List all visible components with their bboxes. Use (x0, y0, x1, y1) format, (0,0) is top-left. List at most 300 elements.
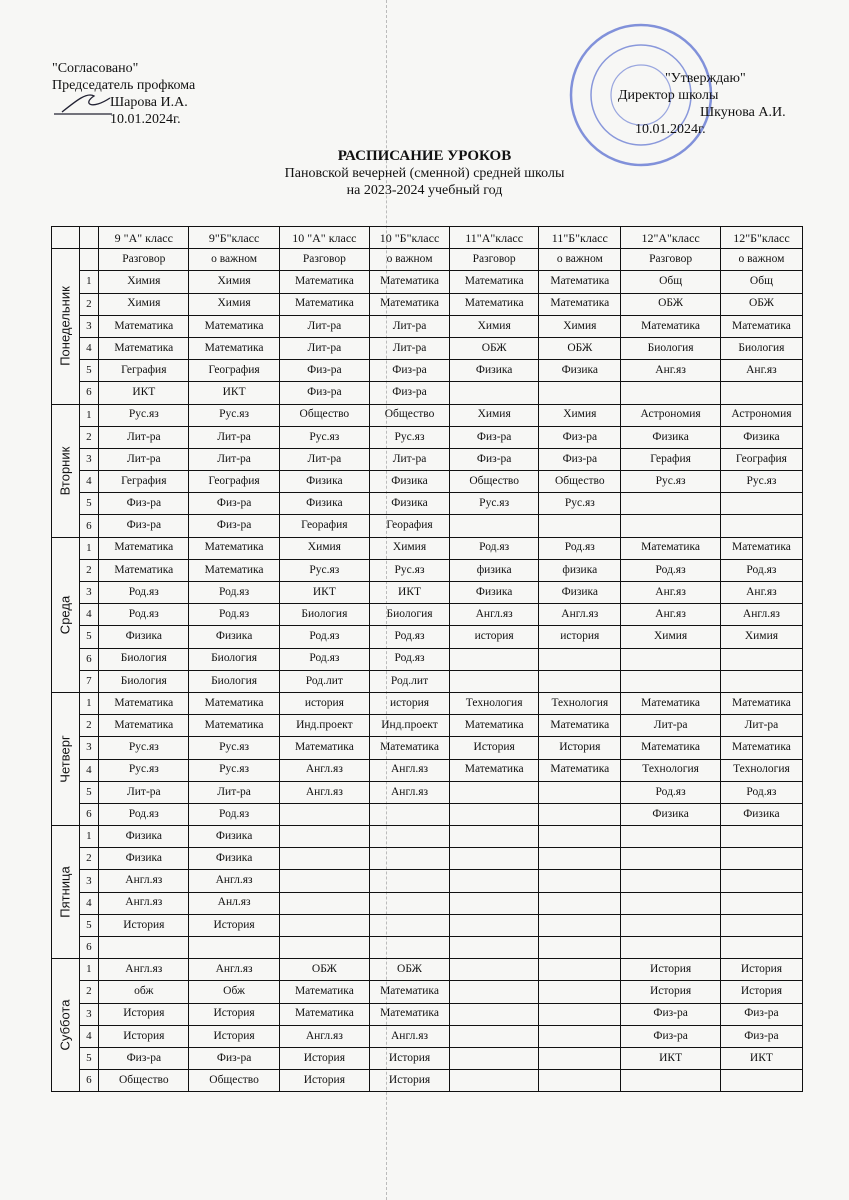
lesson-cell (720, 937, 802, 959)
lesson-cell: Математика (189, 692, 279, 714)
lesson-row (52, 1047, 803, 1069)
lesson-cell: Рус.яз (99, 404, 189, 426)
day-label (52, 826, 80, 959)
lesson-cell (279, 848, 369, 870)
lesson-cell: История (621, 959, 721, 981)
lesson-cell (621, 670, 721, 692)
lesson-cell: Физика (189, 826, 279, 848)
lesson-cell: Математика (189, 337, 279, 359)
lesson-cell: История (99, 1003, 189, 1025)
lesson-cell: Химия (189, 293, 279, 315)
school-name: Пановской вечерней (сменной) средней школы (284, 166, 565, 181)
lesson-cell: Англ.яз (189, 959, 279, 981)
lesson-cell (450, 1070, 539, 1092)
lesson-cell (370, 848, 450, 870)
lesson-cell (539, 848, 621, 870)
lesson-cell (450, 382, 539, 404)
lesson-cell: Биология (99, 670, 189, 692)
lesson-cell: Англ.яз (279, 781, 369, 803)
lesson-row (52, 803, 803, 825)
lesson-cell (450, 826, 539, 848)
lesson-cell: Физика (99, 626, 189, 648)
lesson-cell (450, 1025, 539, 1047)
day-label (52, 404, 80, 537)
lesson-cell: Математика (370, 1003, 450, 1025)
lesson-cell: Геграфия (99, 360, 189, 382)
lesson-cell: Физ-ра (279, 360, 369, 382)
lesson-cell: Математика (720, 315, 802, 337)
lesson-cell: Математика (279, 1003, 369, 1025)
lesson-cell: Физика (621, 426, 721, 448)
lesson-cell: ИКТ (621, 1047, 721, 1069)
lesson-cell: Англ.яз (720, 604, 802, 626)
lesson-cell: Лит-ра (189, 781, 279, 803)
lesson-cell (720, 648, 802, 670)
lesson-cell: история (279, 692, 369, 714)
lesson-cell: Физ-ра (189, 1047, 279, 1069)
lesson-cell: Физ-ра (279, 382, 369, 404)
lesson-cell: Физ-ра (539, 448, 621, 470)
lesson-cell (539, 803, 621, 825)
lesson-cell (189, 937, 279, 959)
lesson-cell: Химия (450, 404, 539, 426)
lesson-cell: Астрономия (720, 404, 802, 426)
lesson-cell: Химия (539, 315, 621, 337)
lesson-cell: Химия (450, 315, 539, 337)
lesson-cell: Физ-ра (621, 1003, 721, 1025)
lesson-cell: Технология (450, 692, 539, 714)
lesson-cell: Анл.яз (189, 892, 279, 914)
lesson-cell: Род.лит (279, 670, 369, 692)
lesson-row (52, 937, 803, 959)
lesson-cell: Род.лит (370, 670, 450, 692)
lesson-number: 2 (79, 715, 98, 737)
lesson-cell (539, 515, 621, 537)
lesson-number: 1 (79, 959, 98, 981)
lesson-number: 3 (79, 1003, 98, 1025)
lesson-cell: История (450, 737, 539, 759)
lesson-row (52, 426, 803, 448)
lesson-cell: Математика (189, 537, 279, 559)
lesson-cell: Химия (189, 271, 279, 293)
lesson-cell: ОБЖ (279, 959, 369, 981)
lesson-cell: Физ-ра (720, 1025, 802, 1047)
lesson-cell: Общ (621, 271, 721, 293)
lesson-cell (539, 1003, 621, 1025)
lesson-number: 5 (79, 493, 98, 515)
lesson-cell: Биология (720, 337, 802, 359)
lesson-cell: Род.яз (99, 582, 189, 604)
corner-cell (79, 227, 98, 249)
lesson-cell: Математика (370, 737, 450, 759)
class-header-row (52, 227, 803, 249)
lesson-cell: Физика (370, 493, 450, 515)
lesson-cell: Англ.яз (99, 870, 189, 892)
lesson-cell (621, 937, 721, 959)
lesson-cell (720, 515, 802, 537)
lesson-cell: Биология (189, 670, 279, 692)
approved-name: Шкунова А.И. (700, 105, 786, 120)
lesson-row (52, 315, 803, 337)
lesson-number: 2 (79, 981, 98, 1003)
lesson-cell: История (189, 1025, 279, 1047)
lesson-cell: Род.яз (189, 604, 279, 626)
lesson-cell: История (189, 1003, 279, 1025)
day-label (52, 692, 80, 825)
lesson-cell: Физика (720, 803, 802, 825)
lesson-cell: Физ-ра (99, 493, 189, 515)
lesson-number: 4 (79, 604, 98, 626)
lesson-cell: Лит-ра (370, 337, 450, 359)
lesson-cell: Физ-ра (370, 382, 450, 404)
approved-position: Директор школы (618, 88, 719, 103)
lesson-cell: География (720, 448, 802, 470)
approved-block (560, 70, 786, 138)
lesson-row (52, 737, 803, 759)
lesson-cell: Математика (189, 559, 279, 581)
lesson-cell (539, 1025, 621, 1047)
lesson-cell (370, 914, 450, 936)
lesson-cell (720, 870, 802, 892)
lesson-row (52, 670, 803, 692)
lesson-cell: ИКТ (99, 382, 189, 404)
lesson-cell: Математика (279, 737, 369, 759)
lesson-cell (539, 870, 621, 892)
lesson-cell: Химия (99, 293, 189, 315)
lesson-cell: Математика (99, 715, 189, 737)
lesson-cell (621, 515, 721, 537)
lesson-cell: Лит-ра (99, 448, 189, 470)
class-header: 11"А"класс (450, 227, 539, 249)
lesson-cell (621, 848, 721, 870)
corner-cell (52, 227, 80, 249)
agreed-name: Шарова И.А. (110, 95, 188, 110)
lesson-number: 6 (79, 515, 98, 537)
lesson-cell: Математика (99, 692, 189, 714)
lesson-cell: Физика (450, 582, 539, 604)
lesson-cell (720, 382, 802, 404)
lesson-cell: Род.яз (539, 537, 621, 559)
agreed-date: 10.01.2024г. (110, 112, 181, 127)
lesson-cell: Математика (370, 981, 450, 1003)
day-name: Среда (57, 595, 73, 634)
lesson-row (52, 448, 803, 470)
lesson-cell: Лит-ра (370, 315, 450, 337)
lesson-cell (279, 826, 369, 848)
lesson-cell: Англ.яз (189, 870, 279, 892)
lesson-number: 3 (79, 737, 98, 759)
lesson-cell: Физика (450, 360, 539, 382)
lesson-cell: Математика (450, 715, 539, 737)
lesson-cell: История (99, 1025, 189, 1047)
lesson-cell: Рус.яз (279, 426, 369, 448)
lesson-cell: Физ-ра (370, 360, 450, 382)
lesson-cell: Англ.яз (370, 781, 450, 803)
lesson-cell: Астрономия (621, 404, 721, 426)
lesson-row (52, 493, 803, 515)
lesson-cell: история (450, 626, 539, 648)
lesson-cell: о важном (539, 249, 621, 271)
day-name: Вторник (57, 446, 73, 495)
lesson-cell: Физ-ра (450, 426, 539, 448)
lesson-cell (370, 803, 450, 825)
lesson-cell (450, 648, 539, 670)
lesson-cell: ОБЖ (539, 337, 621, 359)
lesson-cell: История (279, 1047, 369, 1069)
lesson-cell: История (720, 959, 802, 981)
lesson-row (52, 692, 803, 714)
lesson-cell: Физ-ра (189, 515, 279, 537)
lesson-cell: Род.яз (370, 626, 450, 648)
day-label (52, 249, 80, 404)
page-title: РАСПИСАНИЕ УРОКОВ (337, 148, 512, 164)
lesson-number: 6 (79, 1070, 98, 1092)
lesson-cell: Лит-ра (189, 448, 279, 470)
lesson-cell: Геграфия (99, 471, 189, 493)
lesson-cell: Род.яз (99, 604, 189, 626)
lesson-cell: Лит-ра (720, 715, 802, 737)
lesson-cell: История (189, 914, 279, 936)
lesson-cell: Технология (621, 759, 721, 781)
lesson-row (52, 826, 803, 848)
lesson-cell (720, 670, 802, 692)
lesson-cell: Биология (189, 648, 279, 670)
lesson-cell: ОБЖ (720, 293, 802, 315)
lesson-cell (621, 826, 721, 848)
lesson-number: 4 (79, 759, 98, 781)
lesson-cell: Рус.яз (370, 559, 450, 581)
lesson-cell: Математика (539, 715, 621, 737)
lesson-cell (450, 515, 539, 537)
lesson-row (52, 1025, 803, 1047)
lesson-cell: Лит-ра (370, 448, 450, 470)
lesson-cell: Рус.яз (621, 471, 721, 493)
lesson-cell: Англ.яз (370, 1025, 450, 1047)
lesson-cell: о важном (370, 249, 450, 271)
lesson-cell: Математика (189, 315, 279, 337)
lesson-cell: история (370, 692, 450, 714)
lesson-cell (539, 1047, 621, 1069)
lesson-row (52, 515, 803, 537)
day-name: Пятница (57, 866, 73, 918)
lesson-cell (539, 382, 621, 404)
lesson-cell: Математика (539, 293, 621, 315)
lesson-cell: Математика (279, 293, 369, 315)
lesson-cell: Общество (99, 1070, 189, 1092)
lesson-cell: Математика (720, 537, 802, 559)
lesson-cell: Математика (99, 315, 189, 337)
lesson-cell: Рус.яз (279, 559, 369, 581)
lesson-number: 3 (79, 448, 98, 470)
lesson-cell (450, 848, 539, 870)
lesson-cell: Разговор (99, 249, 189, 271)
agreed-title: "Согласовано" (52, 61, 139, 76)
lesson-cell: Разговор (621, 249, 721, 271)
lesson-cell: Род.яз (720, 781, 802, 803)
lesson-number: 5 (79, 914, 98, 936)
lesson-cell: История (621, 981, 721, 1003)
lesson-cell (450, 1047, 539, 1069)
lesson-cell (450, 937, 539, 959)
lesson-cell (450, 870, 539, 892)
class-header: 12"А"класс (621, 227, 721, 249)
lesson-cell: География (189, 471, 279, 493)
lesson-cell: Технология (539, 692, 621, 714)
lesson-cell: ОБЖ (621, 293, 721, 315)
lesson-cell: Математика (450, 293, 539, 315)
lesson-number: 6 (79, 803, 98, 825)
class-header: 11"Б"класс (539, 227, 621, 249)
lesson-cell: Физика (99, 826, 189, 848)
lesson-cell: Математика (720, 737, 802, 759)
lesson-cell: Род.яз (189, 803, 279, 825)
lesson-number: 5 (79, 781, 98, 803)
lesson-cell: Математика (539, 271, 621, 293)
lesson-cell (450, 781, 539, 803)
lesson-cell: Общ (720, 271, 802, 293)
lesson-cell: Рус.яз (720, 471, 802, 493)
lesson-number: 4 (79, 1025, 98, 1047)
lesson-number: 2 (79, 848, 98, 870)
class-header: 12"Б"класс (720, 227, 802, 249)
lesson-cell (539, 826, 621, 848)
day-name: Четверг (57, 735, 73, 783)
lesson-cell (720, 892, 802, 914)
lesson-cell: Род.яз (279, 648, 369, 670)
lesson-cell: История (370, 1047, 450, 1069)
lesson-cell: Рус.яз (450, 493, 539, 515)
lesson-cell: Англ.яз (99, 959, 189, 981)
lesson-cell: Биология (621, 337, 721, 359)
lesson-cell: Химия (370, 537, 450, 559)
page-title-block (0, 147, 849, 199)
schedule-table (51, 226, 803, 1092)
lesson-cell: ИКТ (370, 582, 450, 604)
lesson-cell: Физ-ра (720, 1003, 802, 1025)
lesson-cell: Химия (720, 626, 802, 648)
approved-date: 10.01.2024г. (635, 122, 706, 137)
lesson-row (52, 914, 803, 936)
lesson-cell: Англ.яз (279, 1025, 369, 1047)
lesson-number: 3 (79, 315, 98, 337)
lesson-cell: Анг.яз (621, 582, 721, 604)
class-header: 10 "Б"класс (370, 227, 450, 249)
school-year: на 2023-2024 учебный год (346, 183, 503, 198)
lesson-cell: Род.яз (189, 582, 279, 604)
lesson-cell: Англ.яз (539, 604, 621, 626)
lesson-cell (621, 870, 721, 892)
lesson-row (52, 1003, 803, 1025)
lesson-row (52, 271, 803, 293)
lesson-cell: Общество (189, 1070, 279, 1092)
lesson-cell (539, 892, 621, 914)
lesson-cell (279, 870, 369, 892)
lesson-cell (539, 670, 621, 692)
day-name: Понедельник (57, 286, 73, 367)
lesson-row (52, 892, 803, 914)
lesson-row (52, 604, 803, 626)
lesson-cell: Георафия (279, 515, 369, 537)
class-header: 10 "А" класс (279, 227, 369, 249)
lesson-cell: Общество (279, 404, 369, 426)
lesson-cell (720, 826, 802, 848)
lesson-cell (450, 892, 539, 914)
lesson-cell: ОБЖ (370, 959, 450, 981)
lesson-cell: Математика (621, 737, 721, 759)
lesson-cell: о важном (189, 249, 279, 271)
lesson-cell: История (539, 737, 621, 759)
lesson-cell: Разговор (450, 249, 539, 271)
lesson-cell (279, 937, 369, 959)
lesson-cell: Химия (279, 537, 369, 559)
lesson-row (52, 337, 803, 359)
lesson-cell (450, 914, 539, 936)
lesson-cell: Химия (539, 404, 621, 426)
lesson-cell: Математика (621, 692, 721, 714)
lesson-cell: Лит-ра (621, 715, 721, 737)
lesson-number: 2 (79, 293, 98, 315)
lesson-cell: Химия (621, 626, 721, 648)
lesson-cell: ИКТ (720, 1047, 802, 1069)
lesson-cell (621, 648, 721, 670)
lesson-number: 3 (79, 870, 98, 892)
lesson-row (52, 382, 803, 404)
lesson-number: 1 (79, 271, 98, 293)
lesson-cell: Математика (539, 759, 621, 781)
lesson-number: 2 (79, 426, 98, 448)
lesson-number: 6 (79, 937, 98, 959)
lesson-cell: История (720, 981, 802, 1003)
lesson-number: 1 (79, 692, 98, 714)
lesson-cell: Лит-ра (279, 337, 369, 359)
lesson-cell: Математика (370, 271, 450, 293)
lesson-row (52, 1070, 803, 1092)
lesson-cell (621, 382, 721, 404)
lesson-row (52, 293, 803, 315)
lesson-row (52, 559, 803, 581)
lesson-cell (279, 803, 369, 825)
lesson-cell (370, 870, 450, 892)
lesson-cell (370, 892, 450, 914)
lesson-cell: Общество (370, 404, 450, 426)
lesson-number: 1 (79, 404, 98, 426)
lesson-cell: Физ-ра (450, 448, 539, 470)
lesson-cell: Рус.яз (189, 759, 279, 781)
lesson-cell: Физика (189, 848, 279, 870)
lesson-cell: Физика (279, 493, 369, 515)
lesson-cell: Математика (279, 981, 369, 1003)
approved-title: "Утверждаю" (665, 71, 746, 86)
lesson-cell: Рус.яз (370, 426, 450, 448)
class-header: 9 "А" класс (99, 227, 189, 249)
lesson-cell (450, 1003, 539, 1025)
lesson-cell (720, 493, 802, 515)
lesson-number: 5 (79, 1047, 98, 1069)
class-header: 9"Б"класс (189, 227, 279, 249)
lesson-cell (539, 781, 621, 803)
lesson-cell (450, 981, 539, 1003)
lesson-cell: Математика (621, 537, 721, 559)
lesson-number: 6 (79, 382, 98, 404)
lesson-cell: Математика (189, 715, 279, 737)
lesson-cell: физика (450, 559, 539, 581)
lesson-row (52, 360, 803, 382)
lesson-cell: Инд.проект (370, 715, 450, 737)
lesson-cell: Англ.яз (99, 892, 189, 914)
lesson-cell: Физика (279, 471, 369, 493)
lesson-row (52, 848, 803, 870)
lesson-cell: Математика (621, 315, 721, 337)
